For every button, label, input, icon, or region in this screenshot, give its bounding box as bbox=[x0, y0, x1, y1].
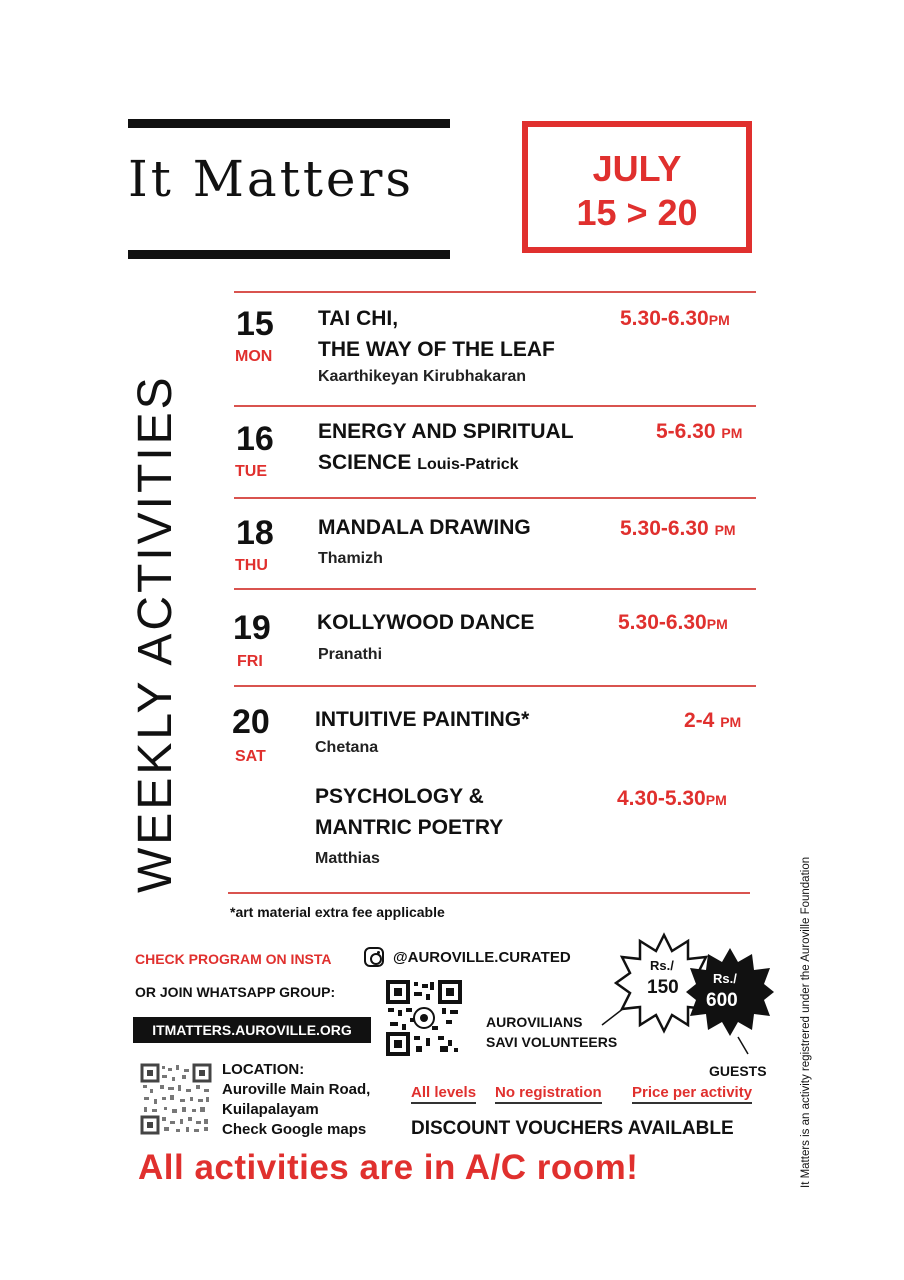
instructor: Matthias bbox=[315, 850, 380, 867]
title-bottom-bar bbox=[128, 250, 450, 259]
activity-title bbox=[318, 416, 574, 480]
weekly-activities-heading: WEEKLY ACTIVITIES bbox=[129, 374, 182, 893]
divider bbox=[234, 685, 756, 687]
day-number: 18 bbox=[236, 514, 274, 552]
day-number: 16 bbox=[236, 420, 274, 458]
activity-title bbox=[315, 704, 529, 735]
activity-time bbox=[656, 420, 742, 444]
instructor: Chetana bbox=[315, 739, 379, 756]
insta-handle[interactable]: @AUROVILLE.CURATED bbox=[393, 949, 571, 966]
day-number: 19 bbox=[233, 609, 271, 647]
activity-title bbox=[315, 781, 503, 843]
location-line1: Auroville Main Road, bbox=[222, 1081, 371, 1098]
time-value: 5.30-6.30 bbox=[620, 517, 709, 540]
time-ampm: PM bbox=[706, 616, 728, 632]
website-badge[interactable]: ITMATTERS.AUROVILLE.ORG bbox=[133, 1017, 371, 1043]
instructor: Kaarthikeyan Kirubhakaran bbox=[318, 368, 527, 385]
time-value: 4.30-5.30 bbox=[617, 787, 706, 810]
date-range: 15 > 20 bbox=[576, 192, 698, 233]
price-low-label-line2: SAVI VOLUNTEERS bbox=[486, 1034, 618, 1050]
page-title: It Matters bbox=[128, 150, 415, 208]
time-value: 5.30-6.30 bbox=[618, 611, 707, 634]
location-title: LOCATION: bbox=[222, 1061, 305, 1078]
footnote: *art material extra fee applicable bbox=[230, 904, 445, 920]
foundation-note: It Matters is an activity registrered under the Auroville Foundation bbox=[800, 856, 812, 1188]
divider bbox=[234, 291, 756, 293]
time-value: 5-6.30 bbox=[656, 420, 716, 443]
time-value: 5.30-6.30 bbox=[620, 307, 709, 330]
activity-title-line1: ENERGY AND SPIRITUAL bbox=[318, 420, 574, 443]
activity-time bbox=[617, 787, 727, 811]
instructor: Pranathi bbox=[318, 646, 383, 663]
price-high-label: GUESTS bbox=[709, 1063, 767, 1079]
price-low-value: 150 bbox=[647, 977, 679, 998]
tag-all-levels: All levels bbox=[411, 1084, 476, 1104]
price-high-currency: Rs./ bbox=[713, 971, 737, 986]
activity-title-line1: PSYCHOLOGY & bbox=[315, 785, 484, 808]
insta-prompt: CHECK PROGRAM ON INSTA bbox=[135, 951, 332, 967]
time-ampm: PM bbox=[708, 312, 730, 328]
day-number: 20 bbox=[232, 703, 270, 741]
activity-title-line1: TAI CHI, bbox=[318, 307, 399, 330]
whatsapp-prompt: OR JOIN WHATSAPP GROUP: bbox=[135, 984, 336, 1000]
divider bbox=[234, 588, 756, 590]
weekday: THU bbox=[235, 557, 268, 574]
tag-price-per-activity: Price per activity bbox=[632, 1084, 752, 1104]
weekday: SAT bbox=[235, 748, 266, 765]
whatsapp-qr-code[interactable] bbox=[386, 980, 462, 1056]
activity-title-line1: INTUITIVE PAINTING* bbox=[315, 708, 530, 731]
activity-title-line1: KOLLYWOOD DANCE bbox=[317, 611, 535, 634]
time-ampm: PM bbox=[720, 714, 742, 730]
price-low-label-line1: AUROVILIANS bbox=[486, 1014, 583, 1030]
activity-title bbox=[317, 607, 534, 638]
title-top-bar bbox=[128, 119, 450, 128]
ac-room-notice: All activities are in A/C room! bbox=[138, 1148, 639, 1187]
activity-title-line2: MANTRIC POETRY bbox=[315, 816, 504, 839]
date-box bbox=[522, 121, 752, 253]
location-qr-code[interactable] bbox=[140, 1063, 212, 1135]
activity-title-line2: SCIENCE bbox=[318, 451, 412, 474]
time-ampm: PM bbox=[714, 522, 736, 538]
time-ampm: PM bbox=[705, 792, 727, 808]
location-line3[interactable]: Check Google maps bbox=[222, 1121, 367, 1138]
price-low-currency: Rs./ bbox=[650, 958, 674, 973]
activity-time bbox=[684, 709, 741, 733]
activity-title-line1: MANDALA DRAWING bbox=[318, 516, 531, 539]
weekday: MON bbox=[235, 348, 273, 365]
time-ampm: PM bbox=[721, 425, 743, 441]
price-high-value: 600 bbox=[706, 990, 738, 1011]
activity-title bbox=[318, 303, 555, 365]
instructor: Louis-Patrick bbox=[417, 456, 519, 473]
activity-time bbox=[620, 307, 730, 331]
activity-title bbox=[318, 512, 531, 543]
weekday: TUE bbox=[235, 463, 267, 480]
location-line2: Kuilapalayam bbox=[222, 1101, 319, 1118]
divider bbox=[234, 497, 756, 499]
day-number: 15 bbox=[236, 305, 274, 343]
instagram-icon bbox=[364, 947, 384, 967]
date-month: JULY bbox=[592, 148, 682, 189]
activity-title-line2: THE WAY OF THE LEAF bbox=[318, 338, 555, 361]
activity-time bbox=[620, 517, 736, 541]
divider bbox=[228, 892, 750, 894]
weekday: FRI bbox=[237, 653, 263, 670]
activity-time bbox=[618, 611, 728, 635]
instructor: Thamizh bbox=[318, 550, 383, 567]
callout-line-low bbox=[598, 1005, 628, 1029]
divider bbox=[234, 405, 756, 407]
callout-line-high bbox=[734, 1035, 754, 1057]
discount-notice: DISCOUNT VOUCHERS AVAILABLE bbox=[411, 1118, 734, 1139]
time-value: 2-4 bbox=[684, 709, 715, 732]
tag-no-registration: No registration bbox=[495, 1084, 602, 1104]
